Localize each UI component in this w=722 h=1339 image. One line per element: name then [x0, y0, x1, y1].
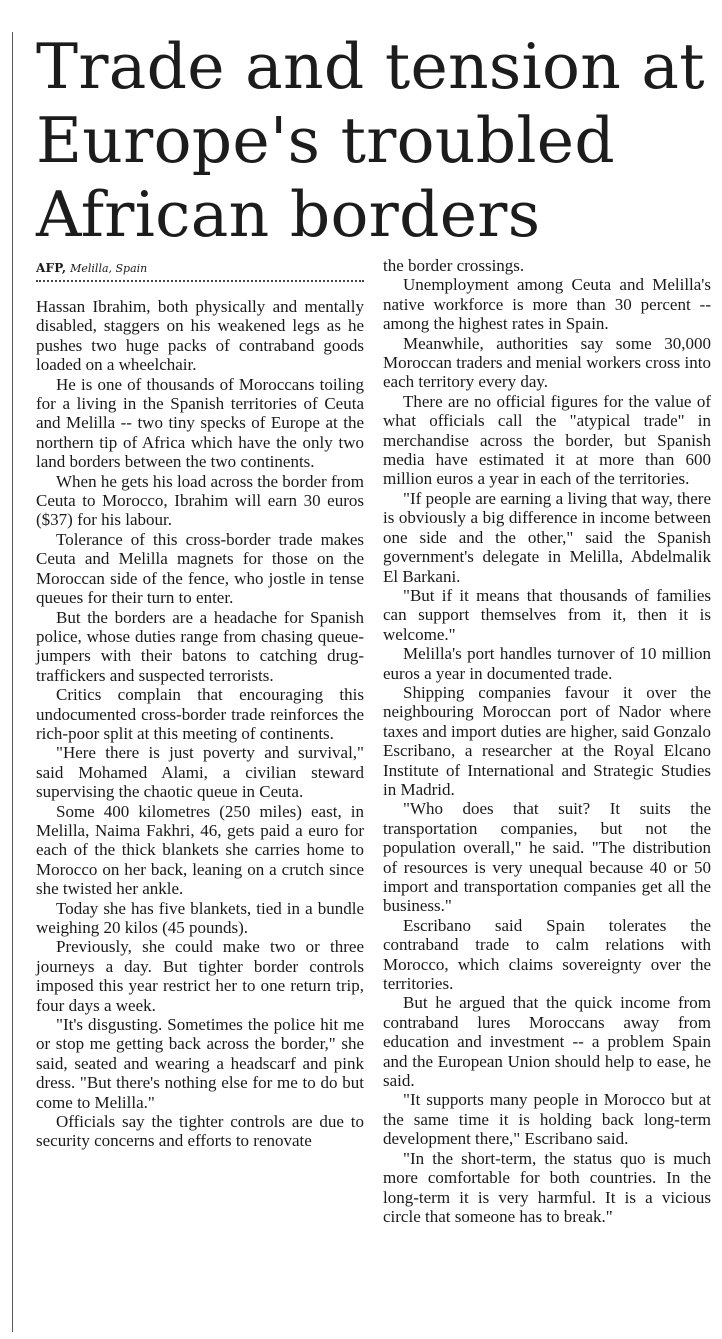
byline — [36, 260, 372, 277]
paragraph: But he argued that the quick income from contraband lures Moroccans away from education and investment -- a problem Spain and the European Union should help to ease, he said. — [383, 993, 711, 1091]
paragraph: "In the short-term, the status quo is much more comfortable for both countries. In the long-term it is very harmful. It is a vicious circle that someone has to break." — [383, 1148, 711, 1226]
paragraph: Hassan Ibrahim, both physically and mentally disabled, staggers on his weakened legs as he pushes two huge packs of contraband goods loaded on a wheelchair. — [36, 297, 364, 375]
article-column-left — [36, 297, 364, 1151]
paragraph: But the borders are a headache for Spanish police, whose duties range from chasing queue-jumpers with their batons to catching drug-traffickers and suspected terrorists. — [36, 607, 364, 685]
paragraph: "Here there is just poverty and survival," said Mohamed Alami, a civilian steward supervising the chaotic queue in Ceuta. — [36, 743, 364, 802]
headline-line: Europe's troubled — [36, 104, 616, 177]
paragraph: Some 400 kilometres (250 miles) east, in Melilla, Naima Fakhri, 46, gets paid a euro for each of the thick blankets she carries home to Morocco on her back, leaning on a crutch since she twisted her ankle. — [36, 801, 364, 899]
headline-line: African borders — [36, 178, 541, 251]
paragraph: "But if it means that thousands of families can support themselves from it, then it is welcome." — [383, 585, 711, 644]
paragraph: Escribano said Spain tolerates the contraband trade to calm relations with Morocco, which claims sovereignty over the territories. — [383, 915, 711, 994]
byline-agency: AFP, — [36, 261, 67, 275]
article-column-right — [383, 256, 711, 1226]
paragraph: Tolerance of this cross-border trade makes Ceuta and Melilla magnets for those on the Moroccan side of the fence, who jostle in tense queues for their turn to enter. — [36, 529, 364, 608]
headline — [36, 30, 716, 252]
paragraph: Today she has five blankets, tied in a bundle weighing 20 kilos (45 pounds). — [36, 898, 364, 937]
paragraph: "It's disgusting. Sometimes the police hit me or stop me getting back across the border," she said, seated and wearing a headscarf and pink dress. "But there's nothing else for me to do but come to Melilla." — [36, 1015, 364, 1112]
paragraph: When he gets his load across the border from Ceuta to Morocco, Ibrahim will earn 30 euros ($37) for his labour. — [36, 471, 364, 530]
paragraph: "It supports many people in Morocco but at the same time it is holding back long-term development there," Escribano said. — [383, 1090, 711, 1149]
paragraph: Previously, she could make two or three journeys a day. But tighter border controls imposed this year restrict her to one return trip, four days a week. — [36, 937, 364, 1015]
paragraph: Shipping companies favour it over the neighbouring Moroccan port of Nador where taxes and import duties are higher, said Gonzalo Escribano, a researcher at the Royal Elcano Institute of International and Strategic Studies in Madrid. — [383, 682, 711, 799]
byline-location: Melilla, Spain — [70, 262, 148, 275]
paragraph: "Who does that suit? It suits the transportation companies, but not the population overall," he said. "The distribution of resources is very unequal because 40 or 50 import and transportation companies get all the business." — [383, 799, 711, 916]
paragraph: Melilla's port handles turnover of 10 million euros a year in documented trade. — [383, 644, 711, 683]
paragraph: "If people are earning a living that way, there is obviously a big difference in income between one side and the other," said the Spanish government's delegate in Melilla, Abdelmalik El Barkani. — [383, 488, 711, 586]
paragraph: Meanwhile, authorities say some 30,000 Moroccan traders and menial workers cross into each territory every day. — [383, 333, 711, 392]
dotted-divider — [36, 280, 364, 282]
paragraph: He is one of thousands of Moroccans toiling for a living in the Spanish territories of Ceuta and Melilla -- two tiny specks of Europe at the northern tip of Africa which have the only two land borders between the two continents. — [36, 374, 364, 472]
paragraph: the border crossings. — [383, 256, 525, 275]
column-rule — [12, 32, 13, 1332]
headline-line: Trade and tension at — [36, 30, 705, 103]
paragraph: Critics complain that encouraging this undocumented cross-border trade reinforces the rich-poor split at this meeting of continents. — [36, 685, 364, 743]
paragraph: Unemployment among Ceuta and Melilla's native workforce is more than 30 percent -- among the highest rates in Spain. — [383, 275, 711, 334]
paragraph: There are no official figures for the value of what officials call the "atypical trade" in merchandise across the border, but Spanish media have estimated it at more than 600 million euros a year in each of the territories. — [383, 391, 711, 489]
paragraph: Officials say the tighter controls are due to security concerns and efforts to renovate — [36, 1112, 364, 1151]
